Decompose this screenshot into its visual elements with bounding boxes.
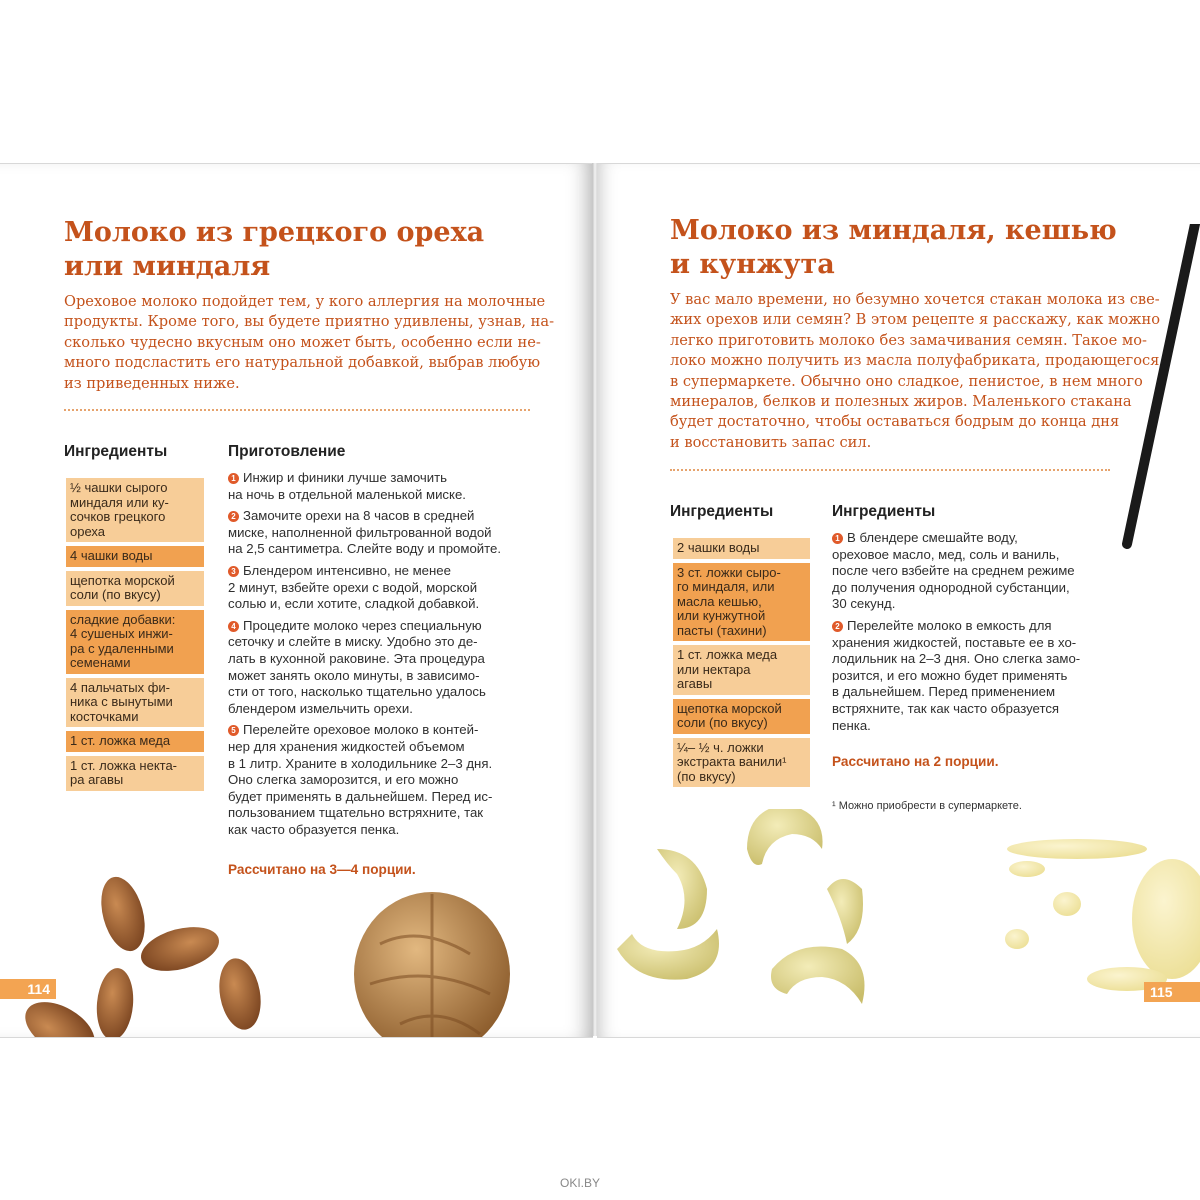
step-line: 2 минут, взбейте орехи с водой, морской bbox=[228, 579, 478, 595]
step-line: лодильник на 2–3 дня. Оно слегка замо- bbox=[832, 651, 1081, 667]
ingredient-item bbox=[673, 563, 810, 642]
ingredient-item bbox=[66, 756, 204, 791]
intro-line: Ореховое молоко подойдет тем, у кого аллергия на молочные bbox=[64, 293, 546, 310]
page-114 bbox=[0, 163, 593, 1038]
intro-line: легко приготовить молоко без замачивания семян. Такое мо- bbox=[670, 331, 1147, 349]
honey-drop bbox=[1053, 892, 1081, 916]
ingredient-line: косточками bbox=[70, 708, 139, 724]
intro-line: минералов, белков и полезных жиров. Маленького стакана bbox=[670, 393, 1132, 411]
intro-line: жих орехов или семян? В этом рецепте я расскажу, как можно bbox=[670, 311, 1161, 329]
ingredient-line: сладкие добавки: bbox=[70, 611, 176, 627]
ingredient-line: 3 ст. ложки сыро- bbox=[677, 564, 781, 580]
ingredients-heading: Ингредиенты bbox=[64, 443, 168, 460]
method-heading: Приготовление bbox=[228, 443, 346, 460]
method-step bbox=[832, 618, 1132, 734]
intro-line: будет достаточно, чтобы оставаться бодрым до конца дня bbox=[670, 413, 1120, 431]
ingredient-line: масла кешью, bbox=[677, 593, 762, 609]
nuts-photo bbox=[0, 864, 593, 1037]
ingredient-line: ¼– ½ ч. ложки bbox=[677, 739, 764, 755]
ingredient-item bbox=[66, 546, 204, 567]
honey-drop bbox=[1009, 861, 1045, 877]
step-text: Замочите орехи на 8 часов в средней bbox=[243, 508, 475, 524]
ingredient-line: сочков грецкого bbox=[70, 509, 166, 524]
step-line bbox=[832, 618, 1132, 635]
recipe-intro bbox=[670, 290, 1160, 453]
ingredients-list bbox=[673, 538, 810, 791]
ingredient-line: 1 ст. ложка меда bbox=[70, 733, 171, 748]
method-heading: Ингредиенты bbox=[832, 503, 936, 520]
ingredient-item bbox=[66, 571, 204, 606]
ingredient-item bbox=[673, 738, 810, 788]
intro-line: из приведенных ниже. bbox=[64, 374, 240, 392]
method-steps bbox=[832, 530, 1132, 739]
recipe-title bbox=[64, 216, 484, 284]
step-text: Перелейте ореховое молоко в контей- bbox=[243, 722, 479, 738]
cashew bbox=[771, 947, 865, 1005]
step-number-badge: 3 bbox=[228, 566, 239, 577]
almond bbox=[94, 967, 136, 1037]
dotted-divider bbox=[670, 469, 1110, 471]
step-line bbox=[228, 722, 548, 739]
ingredient-line: (по вкусу) bbox=[677, 768, 736, 784]
ingredient-line: 2 чашки воды bbox=[677, 540, 760, 555]
step-line: сти от того, насколько тщательно удалось bbox=[228, 684, 486, 700]
ingredient-line: ра с удаленными bbox=[70, 640, 174, 656]
ingredient-line: 1 ст. ложка меда bbox=[677, 647, 778, 662]
step-line bbox=[228, 563, 548, 580]
step-line: сеточку и слейте в миску. Удобно это де- bbox=[228, 634, 478, 650]
ingredient-item bbox=[66, 678, 204, 728]
ingredient-line: 4 сушеных инжи- bbox=[70, 626, 173, 641]
ingredient-line: соли (по вкусу) bbox=[70, 587, 161, 602]
honey-drop bbox=[1007, 839, 1147, 859]
step-line: нер для хранения жидкостей объемом bbox=[228, 738, 465, 754]
step-line: пользованием тщательно встряхните, так bbox=[228, 805, 484, 821]
ingredient-line: или нектара bbox=[677, 661, 751, 677]
servings-note: Рассчитано на 3—4 порции. bbox=[228, 862, 416, 877]
ingredient-item bbox=[66, 731, 204, 752]
intro-line: локо можно получить из масла полуфабриката, продающегося bbox=[670, 352, 1160, 370]
step-line: будет применять в дальнейшем. Перед ис- bbox=[228, 788, 493, 804]
honey-drop bbox=[1005, 929, 1029, 949]
almond bbox=[214, 955, 266, 1033]
ingredient-line: 1 ст. ложка некта- bbox=[70, 757, 178, 773]
step-line bbox=[228, 618, 548, 635]
almond bbox=[136, 919, 224, 978]
step-number-badge: 2 bbox=[832, 621, 843, 632]
ingredient-item bbox=[673, 645, 810, 695]
title-line: Молоко из грецкого ореха bbox=[64, 217, 485, 248]
step-line: в дальнейшем. Перед применением bbox=[832, 684, 1056, 700]
honey-drop bbox=[1132, 859, 1200, 979]
step-number-badge: 5 bbox=[228, 725, 239, 736]
page-number: 114 bbox=[0, 979, 56, 999]
ingredient-line: 4 чашки воды bbox=[70, 548, 153, 563]
step-number-badge: 2 bbox=[228, 511, 239, 522]
intro-line: продукты. Кроме того, вы будете приятно удивлены, узнав, на- bbox=[64, 313, 555, 331]
ingredient-line: 4 пальчатых фи- bbox=[70, 679, 171, 695]
ingredient-line: экстракта ванили¹ bbox=[677, 754, 787, 769]
ingredient-line: го миндаля, или bbox=[677, 579, 775, 594]
step-line: встряхните, так как часто образуется bbox=[832, 700, 1060, 716]
step-number-badge: 1 bbox=[228, 473, 239, 484]
page-number: 115 bbox=[1144, 982, 1200, 1002]
ingredient-line: миндаля или ку- bbox=[70, 494, 169, 510]
ingredient-line: щепотка морской bbox=[70, 572, 175, 588]
ingredient-item bbox=[673, 538, 810, 559]
ingredients-list bbox=[66, 478, 204, 795]
ingredient-line: соли (по вкусу) bbox=[677, 715, 768, 730]
step-line: на ночь в отдельной маленькой миске. bbox=[228, 486, 466, 502]
method-step bbox=[228, 618, 548, 718]
method-step bbox=[832, 530, 1132, 613]
intro-line: и восстановить запас сил. bbox=[670, 433, 872, 451]
step-line: Оно слегка заморозится, и его можно bbox=[228, 772, 459, 788]
step-text: В блендере смешайте воду, bbox=[847, 530, 1018, 545]
step-line: розится, и его можно будет применять bbox=[832, 667, 1068, 683]
ingredient-line: семенами bbox=[70, 655, 131, 670]
ingredient-line: ореха bbox=[70, 523, 105, 539]
step-number-badge: 1 bbox=[832, 533, 843, 544]
intro-line: У вас мало времени, но безумно хочется стакан молока из све- bbox=[670, 291, 1160, 308]
method-step bbox=[228, 470, 548, 503]
cashew bbox=[747, 809, 823, 865]
cashew bbox=[617, 929, 719, 980]
cashew bbox=[657, 849, 707, 929]
method-step bbox=[228, 508, 548, 558]
title-line: или миндаля bbox=[64, 251, 271, 282]
title-line: и кунжута bbox=[670, 249, 835, 280]
recipe-title bbox=[670, 214, 1117, 282]
servings-note: Рассчитано на 2 порции. bbox=[832, 754, 999, 769]
step-line: блендером измельчить орехи. bbox=[228, 700, 413, 716]
step-line: как часто образуется пенка. bbox=[228, 821, 400, 837]
step-line: миске, наполненной фильтрованной водой bbox=[228, 524, 492, 540]
ingredient-item bbox=[66, 610, 204, 674]
ingredient-item bbox=[66, 478, 204, 542]
almond bbox=[94, 872, 152, 956]
intro-line: в супермаркете. Обычно оно сладкое, пенистое, в нем много bbox=[670, 372, 1143, 390]
step-text: Перелейте молоко в емкость для bbox=[847, 617, 1052, 633]
step-line: после чего взбейте на среднем режиме bbox=[832, 563, 1075, 579]
step-number-badge: 4 bbox=[228, 621, 239, 632]
footnote: ¹ Можно приобрести в супермаркете. bbox=[832, 800, 1022, 812]
title-line: Молоко из миндаля, кешью bbox=[670, 215, 1117, 246]
open-book bbox=[0, 163, 1200, 1036]
step-line bbox=[228, 508, 548, 525]
method-steps bbox=[228, 470, 548, 843]
dotted-divider bbox=[64, 409, 530, 411]
step-line bbox=[832, 530, 1132, 547]
intro-line: сколько чудесно вкусным оно может быть, особенно если не- bbox=[64, 333, 541, 351]
ingredient-line: пасты (тахини) bbox=[677, 622, 767, 638]
step-line: пенка. bbox=[832, 717, 871, 733]
step-line bbox=[228, 470, 548, 487]
step-line: на 2,5 сантиметра. Слейте воду и промойте. bbox=[228, 541, 502, 557]
step-text: Блендером интенсивно, не менее bbox=[243, 562, 451, 578]
ingredient-line: ½ чашки сырого bbox=[70, 480, 168, 495]
step-line: лать в кухонной раковине. Эта процедура bbox=[228, 650, 485, 666]
ingredient-item bbox=[673, 699, 810, 734]
step-line: до получения однородной субстанции, bbox=[832, 579, 1070, 595]
ingredient-line: ра агавы bbox=[70, 772, 124, 787]
step-text: Процедите молоко через специальную bbox=[243, 617, 482, 633]
ingredient-line: агавы bbox=[677, 676, 713, 691]
ingredient-line: ника с вынутыми bbox=[70, 694, 173, 709]
intro-line: много подсластить его натуральной добавкой, выбрав любую bbox=[64, 354, 541, 372]
ingredient-line: щепотка морской bbox=[677, 700, 782, 716]
step-line: в 1 литр. Храните в холодильнике 2–3 дня. bbox=[228, 755, 493, 771]
watermark: OKI.BY bbox=[560, 1176, 601, 1190]
ingredient-line: или кунжутной bbox=[677, 608, 766, 623]
cashew bbox=[827, 879, 863, 944]
step-line: хранения жидкостей, поставьте ее в хо- bbox=[832, 634, 1077, 650]
step-line: может занять около минуты, в зависимо- bbox=[228, 667, 480, 683]
cashews-photo bbox=[597, 809, 1200, 1037]
method-step bbox=[228, 722, 548, 838]
step-text: Инжир и финики лучше замочить bbox=[243, 470, 448, 485]
step-line: 30 секунд. bbox=[832, 596, 896, 612]
ingredients-heading: Ингредиенты bbox=[670, 503, 774, 520]
step-line: ореховое масло, мед, соль и ваниль, bbox=[832, 546, 1060, 562]
step-line: солью и, если хотите, сладкой добавкой. bbox=[228, 596, 480, 612]
recipe-intro bbox=[64, 292, 554, 394]
page-115 bbox=[597, 163, 1200, 1038]
method-step bbox=[228, 563, 548, 613]
